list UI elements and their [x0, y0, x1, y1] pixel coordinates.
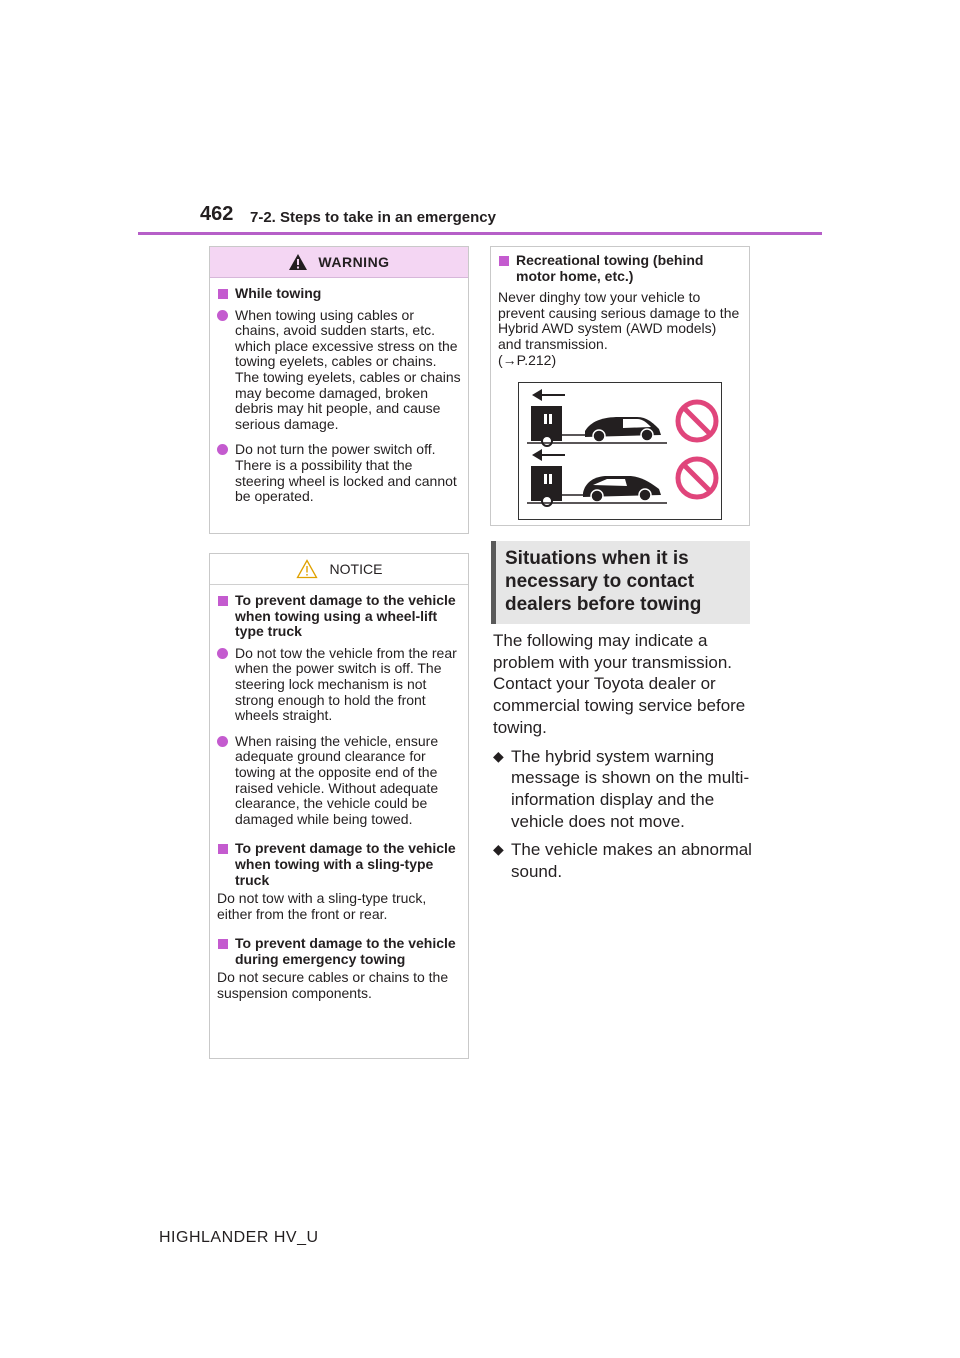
- warning-bullet: Do not turn the power switch off. There is a possibility that the steering wheel is locked and cannot be operated.: [217, 442, 462, 504]
- recreational-text: Never dinghy tow your vehicle to prevent causing serious damage to the Hybrid AWD system (AWD models) and transmission.: [498, 289, 740, 352]
- notice-bullet: When raising the vehicle, ensure adequate ground clearance for towing at the opposite end of the raised vehicle. Without adequate clearance, the vehicle could be damaged while being towed.: [217, 734, 462, 828]
- page-reference: (→P.212): [498, 351, 557, 368]
- page-number: 462: [200, 203, 234, 225]
- recreational-heading: Recreational towing (behind motor home, etc.): [498, 253, 743, 284]
- notice-subheading: To prevent damage to the vehicle when towing using a wheel-lift type truck: [217, 593, 462, 640]
- notice-subheading: To prevent damage to the vehicle when towing with a sling-type truck: [217, 841, 462, 888]
- caution-triangle-icon: [296, 559, 318, 579]
- notice-subheading: To prevent damage to the vehicle during emergency towing: [217, 936, 462, 967]
- towing-illustration: [519, 383, 721, 519]
- notice-header: [210, 554, 468, 585]
- situations-body: [493, 630, 753, 883]
- situations-item: ◆ The vehicle makes an abnormal sound.: [493, 839, 753, 882]
- warning-header: [210, 247, 468, 278]
- section-title: 7-2. Steps to take in an emergency: [250, 209, 496, 226]
- notice-bullet: Do not tow the vehicle from the rear when the power switch is off. The steering lock mechanism is not strong enough to hold the front wheels straight.: [217, 646, 462, 724]
- warning-box: [209, 246, 469, 534]
- prohibited-icon-bottom: [678, 459, 716, 497]
- prohibited-icon-top: [678, 402, 716, 440]
- warning-subheading: While towing: [217, 286, 462, 302]
- towing-scene-front-icon: [527, 449, 667, 506]
- warning-bullet: When towing using cables or chains, avoid sudden starts, etc. which place excessive stress on the towing eyelets, cables or chains. The towing eyelets, cables or chains may become damaged, broken debris may hit people, and cause serious damage.: [217, 308, 462, 433]
- warning-title: WARNING: [318, 254, 390, 270]
- notice-text: Do not tow with a sling-type truck, either from the front or rear.: [217, 890, 427, 922]
- notice-box: [209, 553, 469, 1059]
- situations-heading: Situations when it is necessary to contact dealers before towing: [491, 541, 750, 624]
- footer-model: HIGHLANDER HV_U: [159, 1229, 319, 1246]
- situations-intro: The following may indicate a problem with your transmission. Contact your Toyota dealer or commercial towing service before towing.: [493, 631, 746, 737]
- towing-scene-rear-icon: [527, 389, 667, 446]
- warning-triangle-icon: [288, 253, 308, 271]
- notice-text: Do not secure cables or chains to the suspension components.: [217, 969, 449, 1002]
- situations-item: ◆ The hybrid system warning message is shown on the multi-information display and the vehicle does not move.: [493, 746, 753, 833]
- dinghy-tow-prohibited-illustration: [518, 382, 722, 520]
- header-rule: [138, 232, 822, 235]
- notice-title: NOTICE: [329, 561, 383, 577]
